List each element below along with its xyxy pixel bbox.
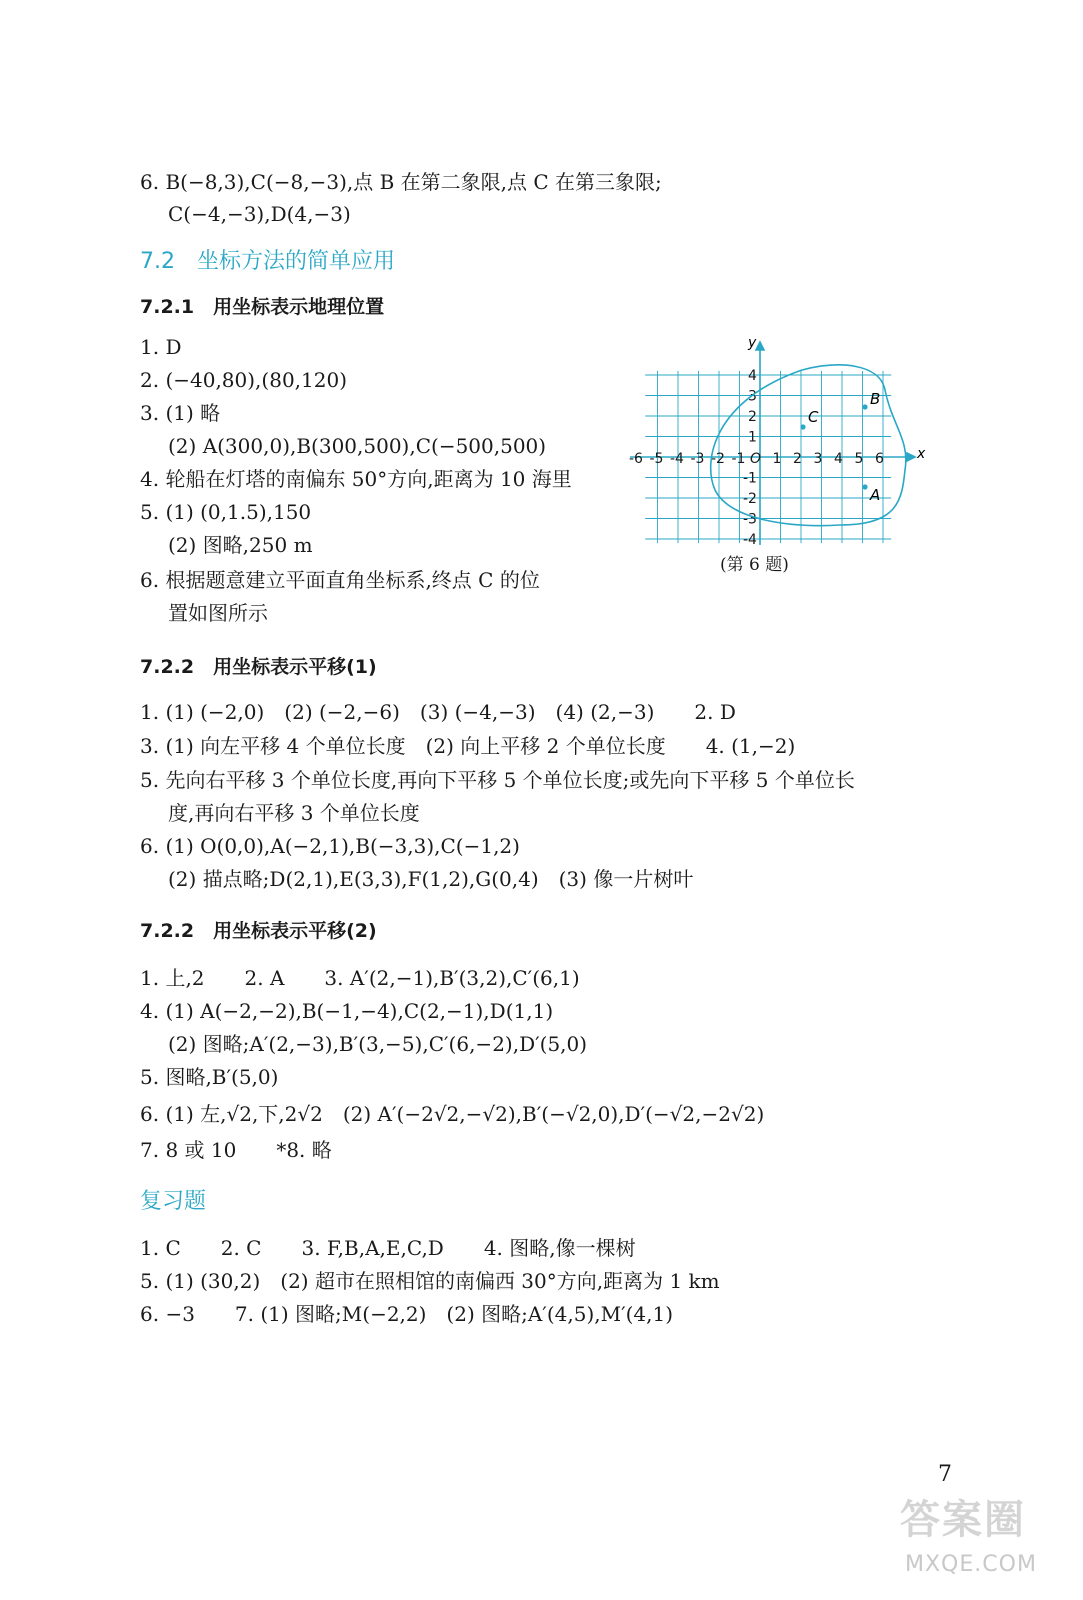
s721-line: (2) A(300,0),B(300,500),C(−500,500): [168, 434, 547, 458]
review-title: 复习题: [140, 1189, 207, 1214]
s722a-line: (2) 描点略;D(2,1),E(3,3),F(1,2),G(0,4) (3) 像一片树叶: [168, 867, 694, 891]
s722a-line: 6. (1) O(0,0),A(−2,1),B(−3,3),C(−1,2): [140, 834, 520, 858]
y-axis-label: y: [748, 335, 757, 351]
prev-q6-line2: C(−4,−3),D(4,−3): [168, 202, 351, 226]
x-axis-label: x: [917, 446, 926, 462]
s722b-line: 6. (1) 左,√2,下,2√2 (2) A′(−2√2,−√2),B′(−√2,0),D′(−√2,−2√2): [140, 1102, 765, 1126]
s721-line: 5. (1) (0,1.5),150: [140, 500, 312, 524]
point-c: [800, 424, 805, 429]
subsection-title-7-2-2-1: 7.2.2 用坐标表示平移(1): [140, 656, 377, 678]
s722a-line: 3. (1) 向左平移 4 个单位长度 (2) 向上平移 2 个单位长度 4. (1,−2): [140, 734, 796, 758]
x-tick-label: 1: [772, 451, 782, 467]
s722a-line: 度,再向右平移 3 个单位长度: [168, 801, 420, 825]
y-tick-label: -1: [743, 470, 757, 487]
y-tick-label: 2: [748, 409, 757, 425]
s721-line: 6. 根据题意建立平面直角坐标系,终点 C 的位: [140, 568, 540, 592]
x-tick-label: 3: [813, 451, 823, 467]
s721-line: 4. 轮船在灯塔的南偏东 50°方向,距离为 10 海里: [140, 467, 572, 491]
s722b-line: 1. 上,2 2. A 3. A′(2,−1),B′(3,2),C′(6,1): [140, 966, 580, 990]
y-tick-label: 1: [748, 429, 757, 446]
watermark-url: MXQE.COM: [905, 1552, 1037, 1577]
x-tick-label: O: [750, 451, 762, 467]
section-title-7-2: 7.2 坐标方法的简单应用: [140, 249, 395, 274]
review-line: 6. −3 7. (1) 图略;M(−2,2) (2) 图略;A′(4,5),M′(4,1): [140, 1302, 674, 1326]
review-line: 5. (1) (30,2) (2) 超市在照相馆的南偏西 30°方向,距离为 1 km: [140, 1269, 720, 1293]
x-tick-label: 5: [854, 451, 864, 467]
y-tick-label: -3: [743, 511, 757, 528]
subsection-title-7-2-1: 7.2.1 用坐标表示地理位置: [140, 296, 385, 318]
s722b-line: 7. 8 或 10 *8. 略: [140, 1138, 332, 1162]
s722b-line: (2) 图略;A′(2,−3),B′(3,−5),C′(6,−2),D′(5,0): [168, 1032, 588, 1056]
s722a-line: 1. (1) (−2,0) (2) (−2,−6) (3) (−4,−3) (4) (2,−3) 2. D: [140, 700, 736, 724]
x-axis-arrow: [907, 453, 915, 461]
s721-line: 2. (−40,80),(80,120): [140, 368, 348, 392]
label-b: B: [870, 390, 881, 408]
label-a: A: [870, 486, 881, 504]
prev-q6-line1: 6. B(−8,3),C(−8,−3),点 B 在第二象限,点 C 在第三象限;: [140, 170, 662, 194]
x-tick-label: 4: [834, 451, 843, 467]
x-tick-label: -1: [731, 451, 746, 467]
s722b-line: 5. 图略,B′(5,0): [140, 1065, 279, 1089]
s722a-line: 5. 先向右平移 3 个单位长度,再向下平移 5 个单位长度;或先向下平移 5 个单位长: [140, 768, 855, 792]
coordinate-figure: [610, 330, 940, 575]
x-tick-label: -5: [649, 451, 664, 467]
s722b-line: 4. (1) A(−2,−2),B(−1,−4),C(2,−1),D(1,1): [140, 999, 554, 1023]
x-tick-label: 6: [875, 451, 884, 467]
s721-line: 1. D: [140, 335, 182, 359]
x-tick-label: -2: [711, 451, 725, 467]
subsection-title-7-2-2-2: 7.2.2 用坐标表示平移(2): [140, 920, 377, 942]
point-a: [862, 484, 867, 489]
x-tick-label: -3: [690, 451, 705, 467]
label-c: C: [808, 408, 819, 426]
s721-line: (2) 图略,250 m: [168, 533, 313, 557]
s721-line: 置如图所示: [168, 601, 268, 625]
x-tick-label: -4: [670, 451, 684, 467]
y-tick-label: 4: [748, 368, 757, 384]
x-tick-labels: [629, 451, 884, 467]
y-tick-label: 3: [748, 388, 757, 405]
page-number: 7: [938, 1462, 952, 1487]
x-tick-label: -6: [629, 451, 643, 467]
point-b: [862, 404, 867, 409]
y-axis-arrow: [756, 342, 764, 350]
y-tick-label: -2: [743, 491, 757, 507]
s721-line: 3. (1) 略: [140, 401, 221, 425]
review-line: 1. C 2. C 3. F,B,A,E,C,D 4. 图略,像一棵树: [140, 1236, 636, 1260]
figure-caption: (第 6 题): [720, 555, 789, 575]
watermark-logo: 答案圈: [900, 1497, 1026, 1543]
x-tick-label: 2: [793, 451, 802, 467]
y-tick-label: -4: [743, 532, 757, 548]
